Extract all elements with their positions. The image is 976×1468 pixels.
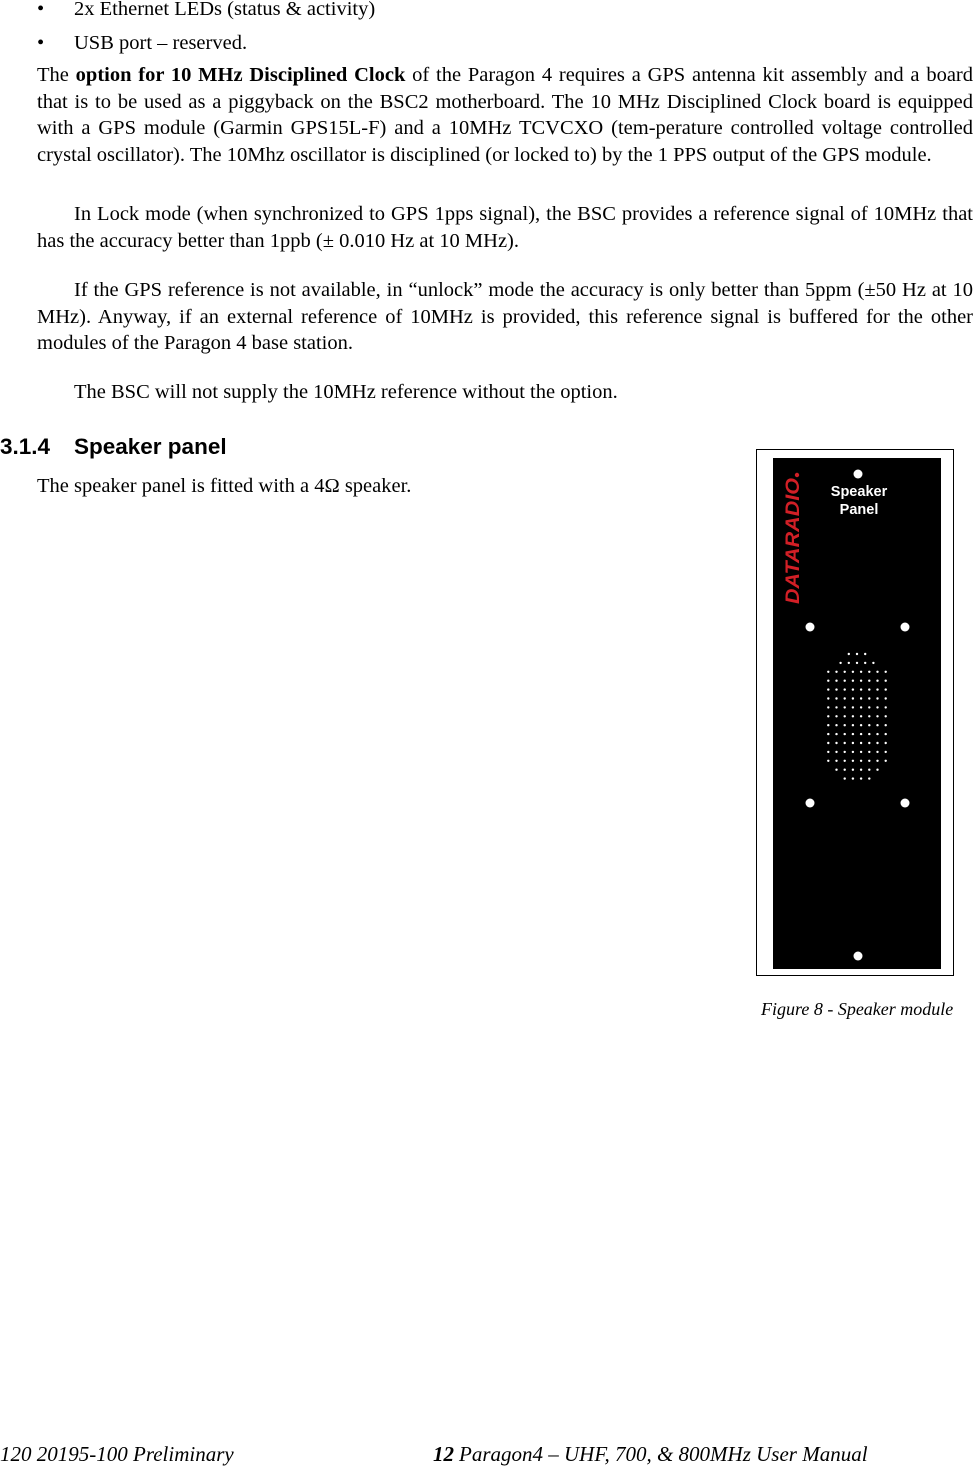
screw-hole-lower-left	[806, 799, 815, 808]
grille-hole	[885, 680, 887, 682]
grille-hole	[835, 680, 837, 682]
grille-hole	[876, 733, 878, 735]
grille-hole	[876, 724, 878, 726]
grille-hole	[868, 688, 870, 690]
grille-hole	[844, 733, 846, 735]
grille-hole	[868, 751, 870, 753]
grille-hole	[868, 680, 870, 682]
grille-hole	[827, 671, 829, 673]
grille-hole	[835, 742, 837, 744]
grille-hole	[839, 662, 841, 664]
grille-hole	[835, 688, 837, 690]
grille-hole	[827, 697, 829, 699]
grille-hole	[868, 671, 870, 673]
screw-hole-bottom	[854, 952, 863, 961]
grille-hole	[876, 688, 878, 690]
grille-hole	[844, 742, 846, 744]
grille-hole	[860, 671, 862, 673]
grille-hole	[844, 724, 846, 726]
grille-hole	[868, 706, 870, 708]
paragraph-option-note: The BSC will not supply the 10MHz reference without the option.	[74, 381, 618, 403]
speaker-module-figure	[756, 449, 954, 976]
grille-hole	[852, 680, 854, 682]
grille-hole	[860, 769, 862, 771]
grille-hole	[827, 715, 829, 717]
grille-hole	[885, 742, 887, 744]
paragraph-unlock-mode: If the GPS reference is not available, in “unlock” mode the accuracy is only better than 5ppm (±50 Hz at 10 MHz). Anyway, if an external reference of 10MHz is provided, this reference signal is buffered for the other modules of the Paragon 4 base station.	[37, 279, 973, 354]
grille-hole	[885, 706, 887, 708]
grille-hole	[835, 671, 837, 673]
grille-hole	[885, 751, 887, 753]
paragraph-lock-mode: In Lock mode (when synchronized to GPS 1pps signal), the BSC provides a reference signal of 10MHz that has the accuracy better than 1ppb (± 0.010 Hz at 10 MHz).	[37, 203, 973, 252]
grille-hole	[856, 653, 858, 655]
grille-hole	[844, 715, 846, 717]
grille-hole	[844, 688, 846, 690]
grille-hole	[860, 751, 862, 753]
grille-hole	[848, 662, 850, 664]
screw-hole-upper-left	[806, 623, 815, 632]
grille-hole	[860, 733, 862, 735]
brand-logo-mark	[795, 473, 799, 477]
grille-hole	[852, 724, 854, 726]
grille-hole	[827, 706, 829, 708]
grille-hole	[868, 697, 870, 699]
grille-hole	[860, 697, 862, 699]
grille-hole	[860, 706, 862, 708]
grille-hole	[868, 777, 870, 779]
grille-hole	[827, 751, 829, 753]
section-title: Speaker panel	[74, 434, 227, 459]
grille-hole	[827, 733, 829, 735]
grille-hole	[860, 760, 862, 762]
section-heading	[0, 433, 227, 461]
panel-label-line1: Speaker	[830, 484, 888, 500]
grille-hole	[885, 697, 887, 699]
figure-caption: Figure 8 - Speaker module	[761, 999, 954, 1019]
grille-hole	[864, 653, 866, 655]
grille-hole	[827, 724, 829, 726]
section-number: 3.1.4	[0, 434, 51, 459]
grille-hole	[876, 751, 878, 753]
brand-logo: DATARADIO	[783, 492, 804, 604]
grille-hole	[860, 715, 862, 717]
screw-hole-lower-right	[901, 799, 910, 808]
footer-manual-title: Paragon4 – UHF, 700, & 800MHz User Manual	[459, 1442, 868, 1466]
grille-hole	[835, 706, 837, 708]
grille-hole	[852, 777, 854, 779]
grille-hole	[844, 760, 846, 762]
grille-hole	[885, 733, 887, 735]
grille-hole	[876, 760, 878, 762]
grille-hole	[844, 671, 846, 673]
grille-hole	[835, 760, 837, 762]
grille-hole	[868, 760, 870, 762]
grille-hole	[872, 662, 874, 664]
screw-hole-upper-right	[901, 623, 910, 632]
grille-hole	[852, 769, 854, 771]
grille-hole	[852, 760, 854, 762]
grille-hole	[848, 653, 850, 655]
grille-hole	[860, 680, 862, 682]
grille-hole	[844, 697, 846, 699]
grille-hole	[835, 697, 837, 699]
footer-page-number: 12	[433, 1442, 454, 1466]
grille-hole	[844, 680, 846, 682]
grille-hole	[885, 688, 887, 690]
grille-hole	[835, 751, 837, 753]
grille-hole	[860, 724, 862, 726]
grille-hole	[835, 769, 837, 771]
grille-hole	[852, 671, 854, 673]
paragraph-prefix: The	[37, 64, 76, 86]
grille-hole	[844, 769, 846, 771]
grille-hole	[868, 715, 870, 717]
speaker-panel-drawing	[773, 458, 941, 969]
screw-hole-top	[854, 470, 863, 479]
grille-hole	[876, 706, 878, 708]
bullet-text: 2x Ethernet LEDs (status & activity)	[74, 0, 376, 20]
panel-label-line2: Panel	[839, 502, 879, 518]
paragraph-bold-term: option for 10 MHz Disciplined Clock	[75, 64, 406, 86]
grille-hole	[827, 760, 829, 762]
paragraph-rest: of the Paragon 4 requires a GPS antenna kit assembly and a board that is to be used as a piggyback on the BSC2 motherboard. The 10 MHz Disciplined Clock board is equipped with a GPS module (Garmin GPS15L-F) and a 10MHz TCVCXO (tem-perature controlled voltage controlled crystal oscillator). The 10Mhz oscillator is disciplined (or locked to) by the 1 PPS output of the GPS module.	[37, 64, 973, 166]
grille-hole	[876, 671, 878, 673]
grille-hole	[876, 769, 878, 771]
grille-hole	[852, 751, 854, 753]
grille-hole	[844, 706, 846, 708]
grille-hole	[860, 742, 862, 744]
bullet-text: USB port – reserved.	[74, 32, 248, 54]
grille-hole	[856, 662, 858, 664]
grille-hole	[885, 760, 887, 762]
grille-hole	[852, 742, 854, 744]
grille-hole	[844, 751, 846, 753]
bullet-dot: •	[37, 0, 45, 20]
section-body: The speaker panel is fitted with a 4Ω speaker.	[37, 475, 412, 497]
grille-hole	[876, 715, 878, 717]
grille-hole	[868, 733, 870, 735]
grille-hole	[885, 671, 887, 673]
footer-doc-number: 120 20195-100 Preliminary	[0, 1442, 234, 1466]
grille-hole	[868, 742, 870, 744]
grille-hole	[860, 777, 862, 779]
grille-hole	[852, 706, 854, 708]
grille-hole	[876, 742, 878, 744]
grille-hole	[827, 680, 829, 682]
grille-hole	[876, 697, 878, 699]
grille-hole	[852, 688, 854, 690]
grille-hole	[835, 715, 837, 717]
grille-hole	[852, 715, 854, 717]
grille-hole	[885, 715, 887, 717]
grille-hole	[827, 742, 829, 744]
grille-hole	[827, 688, 829, 690]
grille-hole	[852, 733, 854, 735]
bullet-dot: •	[37, 32, 45, 54]
grille-hole	[885, 724, 887, 726]
grille-hole	[860, 688, 862, 690]
grille-hole	[868, 724, 870, 726]
grille-hole	[835, 733, 837, 735]
grille-hole	[868, 769, 870, 771]
paragraph-disciplined-clock	[37, 62, 973, 168]
grille-hole	[835, 724, 837, 726]
grille-hole	[864, 662, 866, 664]
grille-hole	[852, 697, 854, 699]
grille-hole	[876, 680, 878, 682]
grille-hole	[844, 777, 846, 779]
